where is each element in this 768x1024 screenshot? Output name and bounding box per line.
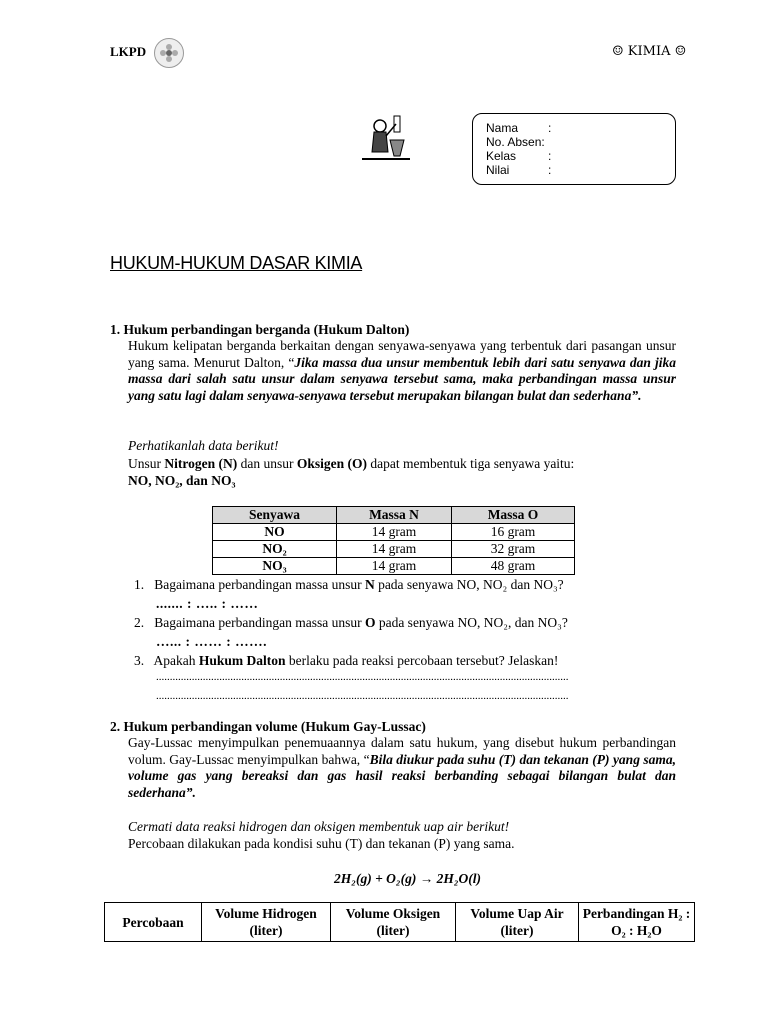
section1-compounds: NO, NO₂, dan NO₃	[128, 473, 236, 488]
table-header: Perbandingan H₂ : O₂ : H₂O	[579, 903, 695, 942]
table-header: Massa O	[452, 507, 575, 524]
section1-heading: 1. Hukum perbandingan berganda (Hukum Dalton)	[110, 322, 410, 337]
dalton-table	[212, 506, 575, 575]
section2-note: Cermati data reaksi hidrogen dan oksigen membentuk uap air berikut!	[128, 819, 510, 834]
table-header: Volume Uap Air (liter)	[456, 903, 579, 942]
gay-lussac-table	[104, 902, 695, 942]
answer-3-line-1[interactable]: ......................................................................................................................................................	[156, 671, 569, 683]
reaction-equation: 2H₂(g) + O₂(g) → 2H₂O(l)	[334, 871, 482, 886]
answer-2[interactable]: …... : …… : …….	[156, 634, 267, 649]
table-header: Volume Oksigen (liter)	[331, 903, 456, 942]
table-header: Senyawa	[213, 507, 337, 524]
section2-intro: Gay-Lussac menyimpulkan penemuaannya dalam satu hukum, yang disebut hukum perbandingan volum. Gay-Lussac menyimpulkan bahwa, “Bila diukur pada suhu (T) dan tekanan (P) yang sama, volume gas yang bereaksi dan gas hasil reaksi berbanding sebagai bilangan bulat dan sederhana”.	[128, 735, 676, 800]
table-header: Percobaan	[105, 903, 202, 942]
question-3: 3. Apakah Hukum Dalton berlaku pada reaksi percobaan tersebut? Jelaskan!	[134, 653, 559, 668]
table-row: NO₃ 14 gram 48 gram	[213, 558, 575, 575]
flower-logo-icon	[154, 38, 184, 68]
table-header: Volume Hidrogen (liter)	[202, 903, 331, 942]
header-right: ☺ KIMIA ☺	[612, 44, 687, 59]
section1-note: Perhatikanlah data berikut!	[128, 438, 279, 453]
info-row-absen: No. Absen :	[486, 135, 545, 149]
question-1: 1. Bagaimana perbandingan massa unsur N pada senyawa NO, NO₂ dan NO₃?	[134, 577, 564, 592]
info-row-nilai: Nilai :	[486, 163, 552, 177]
table-row: NO 14 gram 16 gram	[213, 524, 575, 541]
student-info-box	[472, 113, 676, 185]
chemist-figure-icon	[362, 112, 410, 162]
section1-intro: Hukum kelipatan berganda berkaitan dengan senyawa-senyawa yang terbentuk dari pasangan unsur yang sama. Menurut Dalton, “Jika massa dua unsur membentuk lebih dari satu senyawa dan jika massa dari salah satu unsur dalam senyawa tersebut sama, maka perbandingan massa unsur yang satu lagi dalam senyawa-senyawa tersebut merupakan bilangan bulat dan sederhana”.	[128, 338, 676, 403]
section2-heading: 2. Hukum perbandingan volume (Hukum Gay-Lussac)	[110, 719, 426, 734]
table-header: Massa N	[337, 507, 452, 524]
answer-1[interactable]: ....... : ….. : ……	[156, 596, 259, 611]
answer-3-line-2[interactable]: ......................................................................................................................................................	[156, 690, 569, 702]
info-row-kelas: Kelas :	[486, 149, 552, 163]
question-2: 2. Bagaimana perbandingan massa unsur O pada senyawa NO, NO₂, dan NO₃?	[134, 615, 568, 630]
section2-line: Percobaan dilakukan pada kondisi suhu (T) dan tekanan (P) yang sama.	[128, 836, 515, 851]
section1-line: Unsur Nitrogen (N) dan unsur Oksigen (O) dapat membentuk tiga senyawa yaitu:	[128, 456, 575, 471]
page-title: HUKUM-HUKUM DASAR KIMIA	[110, 253, 363, 273]
table-row: NO₂ 14 gram 32 gram	[213, 541, 575, 558]
info-row-nama: Nama :	[486, 121, 552, 135]
header-left: LKPD	[110, 44, 147, 59]
